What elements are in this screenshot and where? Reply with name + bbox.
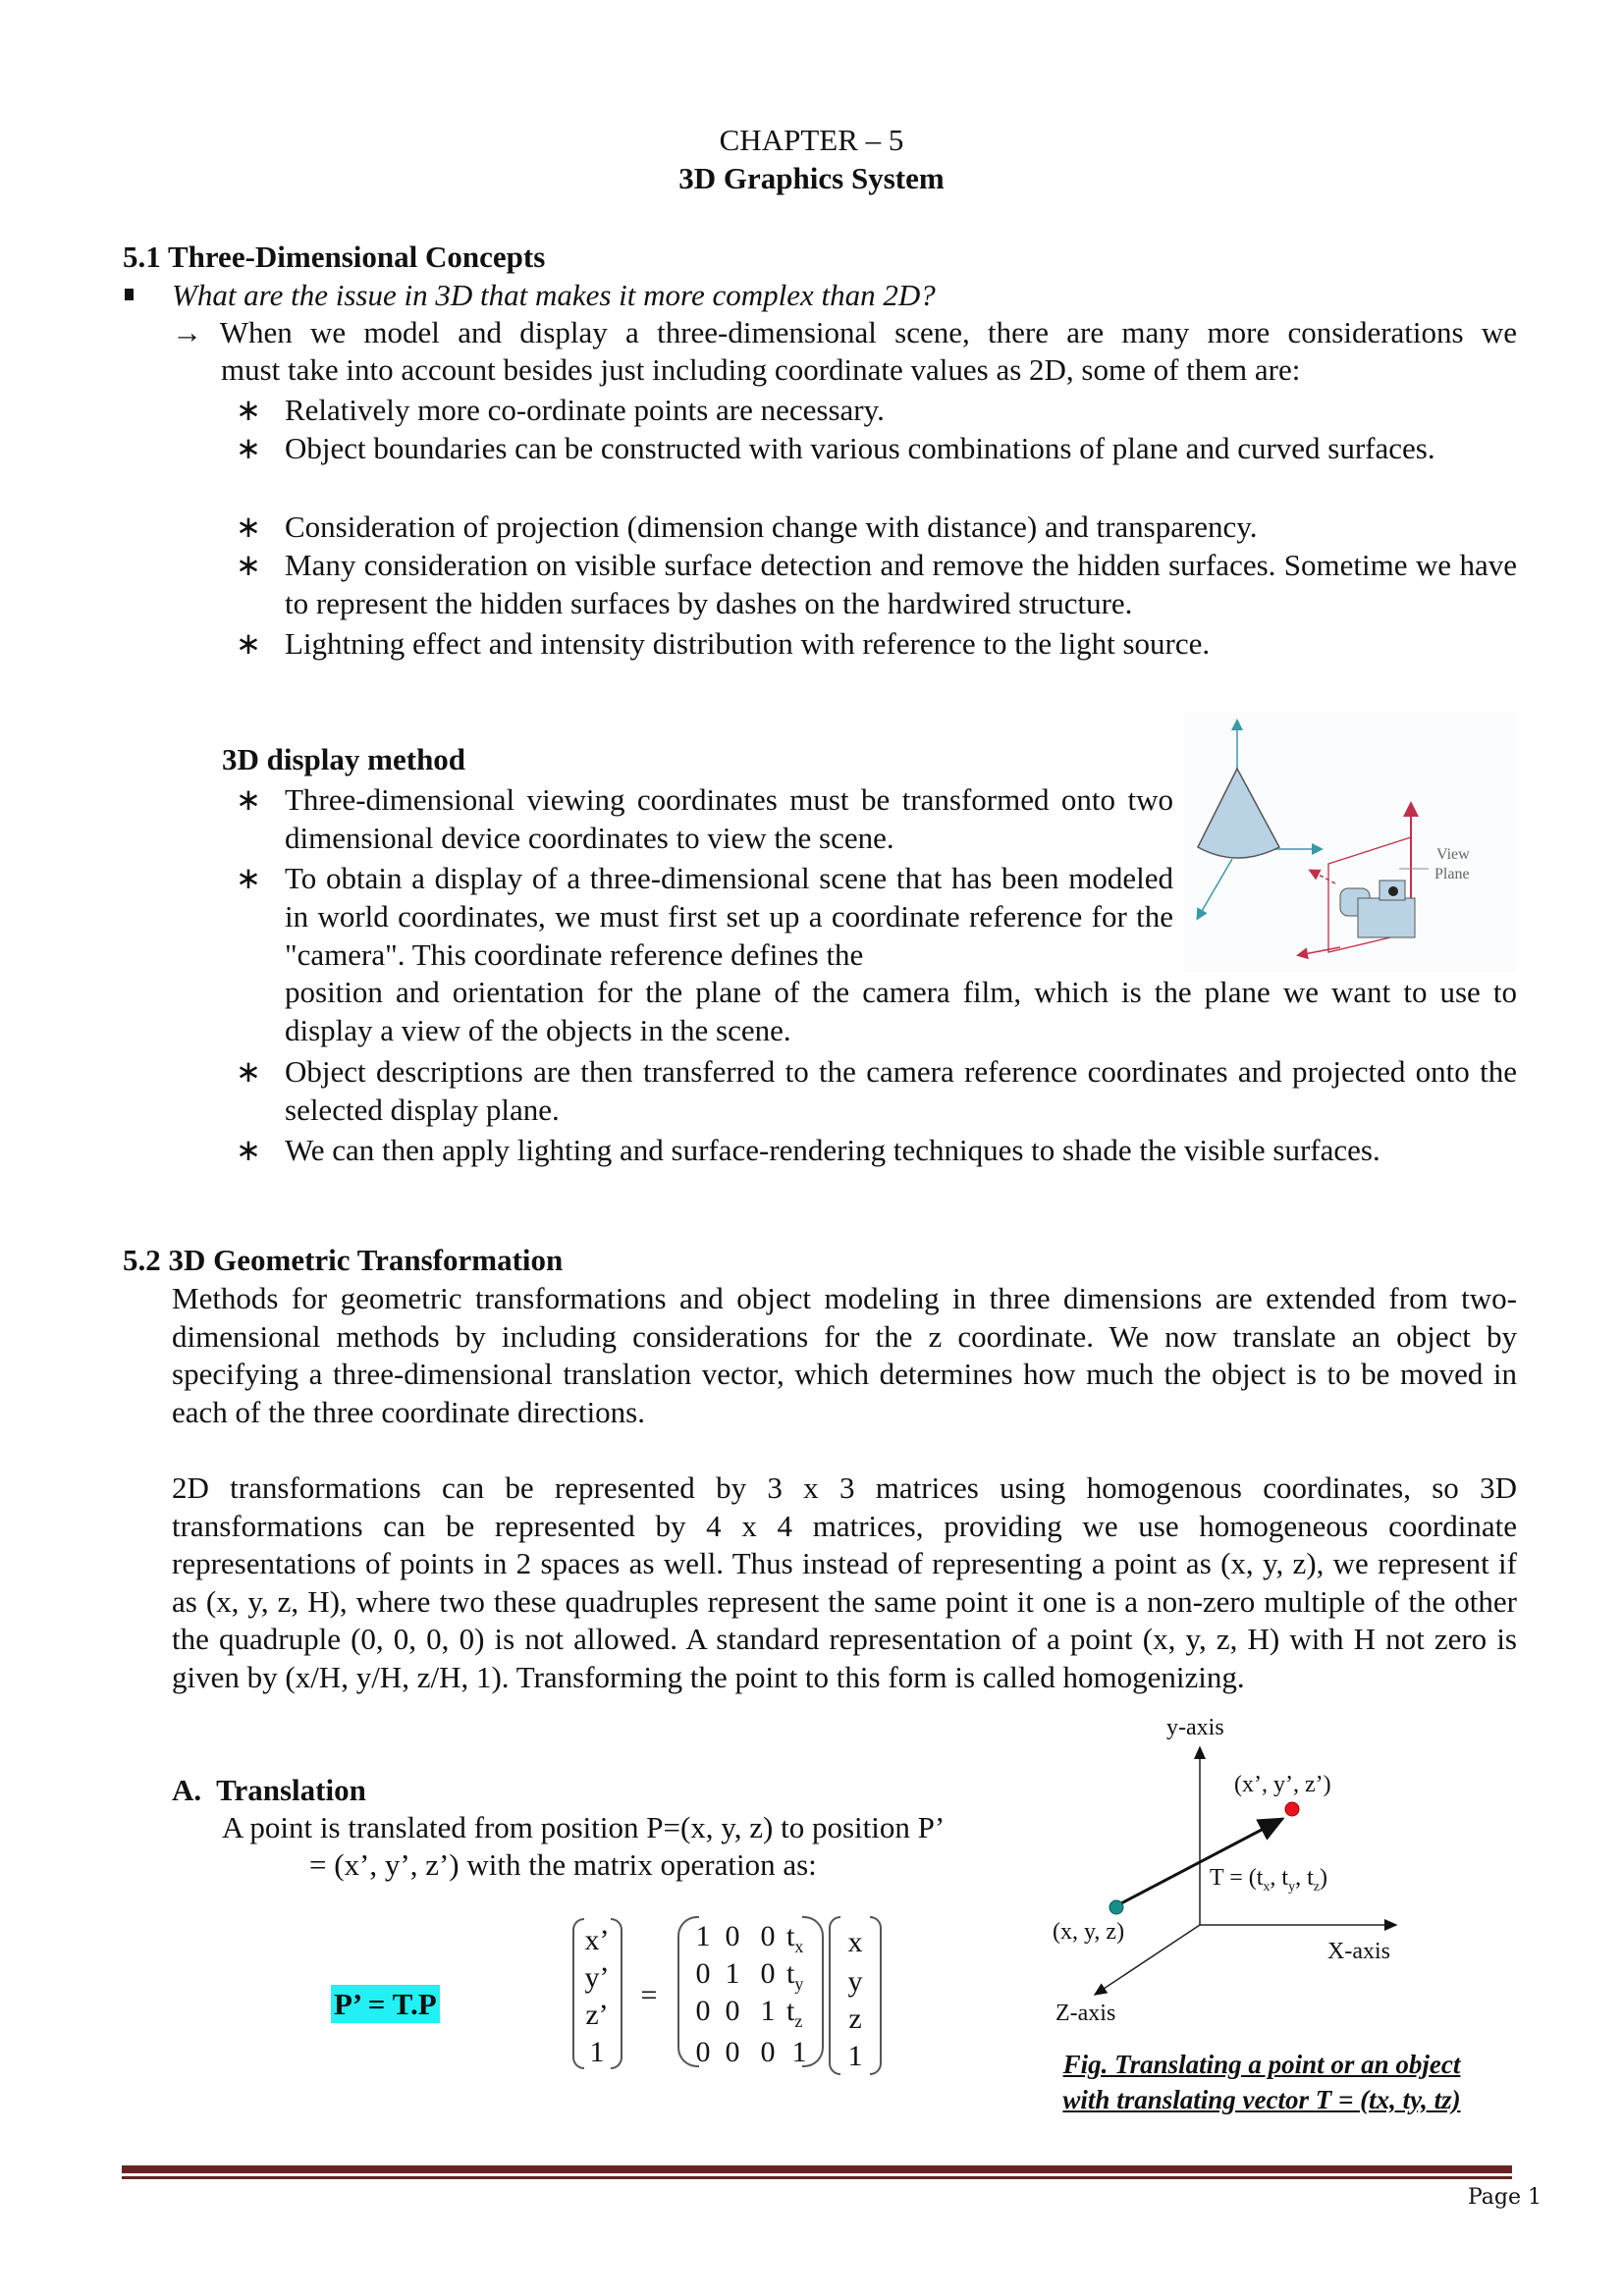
translation-axes-diagram bbox=[1031, 1708, 1522, 2052]
display-point-continued: position and orientation for the plane of the camera film, which is the plane we want to use to display a view of the objects in the scene. bbox=[285, 975, 1517, 1047]
section-heading-5-2: 5.2 3D Geometric Transformation bbox=[123, 1243, 564, 1277]
translation-equation bbox=[331, 1987, 440, 2022]
translation-line1: A point is translated from position P=(x, y, z) to position P’ bbox=[222, 1810, 946, 1844]
translation-figure bbox=[1031, 1708, 1522, 2120]
display-method-heading: 3D display method bbox=[222, 742, 466, 776]
answer-intro-line2: must take into account besides just including coordinate values as 2D, some of them are: bbox=[221, 352, 1301, 387]
translation-matrix-equation: x’ y’ z’ 1 = 1 0 0 $t_x$ 0 1 0 $t_y$ 0 0 1 $t_z$ 0 0 0 1 x y z 1 bbox=[511, 1914, 923, 2110]
asterisk-bullet-icon: ∗ bbox=[236, 431, 261, 465]
end-point-label: (x’, y’, z’) bbox=[1234, 1772, 1331, 1797]
start-point-marker bbox=[1109, 1900, 1123, 1914]
answer-intro-line1: → When we model and display a three-dimensional scene, there are many more considerations we bbox=[172, 315, 1517, 349]
asterisk-bullet-icon: ∗ bbox=[236, 626, 261, 661]
equals-sign: = bbox=[640, 1979, 658, 2011]
figure-caption-line1: Fig. Translating a point or an object bbox=[1062, 2050, 1461, 2079]
z-axis-label: Z-axis bbox=[1055, 2001, 1116, 2026]
view-label: View bbox=[1436, 846, 1470, 863]
footer-rule-thick bbox=[122, 2165, 1512, 2173]
asterisk-bullet-icon: ∗ bbox=[236, 1133, 261, 1167]
asterisk-bullet-icon: ∗ bbox=[236, 509, 261, 544]
camera-view-plane-illustration bbox=[1183, 712, 1517, 972]
page-number: Page 1 bbox=[1467, 2185, 1542, 2210]
document-title: 3D Graphics System bbox=[678, 161, 945, 195]
transformation-paragraph-2: 2D transformations can be represented by 3 x 3 matrices using homogenous coordinates, so 3D transformations can be represented by 4 x 4 matrices, providing we use homogeneous coordinate representations of points in 2 spaces as well. Thus instead of representing a point as (x, y, z), we represent if as (x, y, z, H), where two these quadruples represent the same point it one is a non-zero multiple of the other the quadruple (0, 0, 0, 0) is not allowed. A standard representation of a point (x, y, z, H) with H not zero is given by (x/H, y/H, z/H, 1). Transforming the point to this form is called homogenizing. bbox=[172, 1470, 1517, 1694]
asterisk-bullet-icon: ∗ bbox=[236, 1054, 261, 1089]
question-text: What are the issue in 3D that makes it more complex than 2D? bbox=[172, 278, 936, 312]
asterisk-bullet-icon: ∗ bbox=[236, 393, 261, 427]
translation-line2: = (x’, y’, z’) with the matrix operation as: bbox=[309, 1847, 817, 1882]
plane-label: Plane bbox=[1434, 866, 1470, 882]
transformation-paragraph-1: Methods for geometric transformations and object modeling in three dimensions are extended from two-dimensional methods by including considerations for the z coordinate. We now translate an object by specifying a three-dimensional translation vector, which determines how much the object is to be moved in each of the three coordinate directions. bbox=[172, 1281, 1517, 1429]
asterisk-bullet-icon: ∗ bbox=[236, 782, 261, 817]
asterisk-bullet-icon: ∗ bbox=[236, 861, 261, 895]
section-heading-5-1: 5.1 Three-Dimensional Concepts bbox=[123, 240, 546, 274]
view-plane-figure bbox=[1183, 712, 1517, 972]
translation-heading: A. Translation bbox=[172, 1773, 366, 1807]
equation-highlight: P’ = T.P bbox=[331, 1985, 440, 2023]
asterisk-bullet-icon: ∗ bbox=[236, 548, 261, 582]
chapter-label: CHAPTER – 5 bbox=[719, 123, 904, 157]
vector-label: $T = (t_x$, $t_y$, $t_z$) bbox=[1210, 1865, 1327, 1895]
start-point-label: (x, y, z) bbox=[1053, 1919, 1125, 1945]
y-axis-label: y-axis bbox=[1166, 1715, 1224, 1740]
square-bullet-icon bbox=[125, 289, 134, 300]
figure-caption-line2: with translating vector T = (tx, ty, tz) bbox=[1062, 2085, 1461, 2114]
end-point-marker bbox=[1285, 1802, 1299, 1816]
x-axis-label: X-axis bbox=[1327, 1939, 1390, 1964]
footer-rule-thin bbox=[122, 2176, 1512, 2179]
